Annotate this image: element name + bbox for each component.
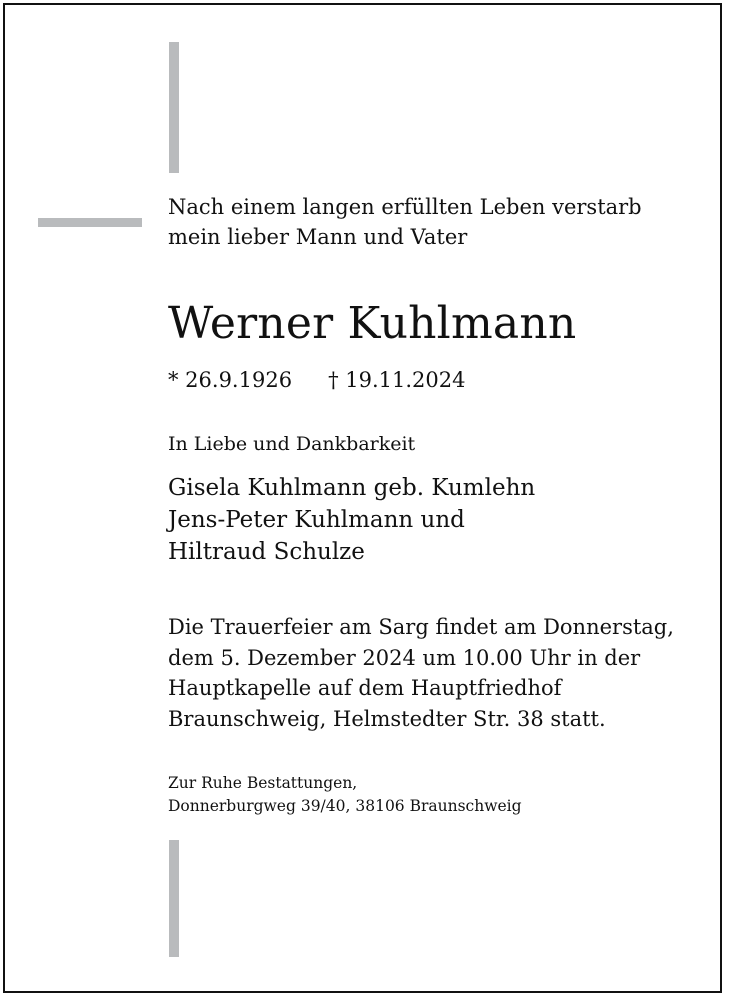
life-dates	[168, 365, 465, 395]
intro-line: Nach einem langen erfüllten Leben verstarb	[168, 195, 642, 219]
deceased-name: Werner Kuhlmann	[168, 298, 577, 349]
mourner-line: Hiltraud Schulze	[168, 539, 365, 565]
cross-left-bar	[38, 218, 142, 227]
mourner-line: Jens-Peter Kuhlmann und	[168, 507, 465, 533]
mourners-intro: In Liebe und Dankbarkeit	[168, 433, 416, 455]
intro-text	[168, 192, 642, 252]
birth-date: * 26.9.1926	[168, 368, 293, 392]
undertaker-line: Donnerburgweg 39/40, 38106 Braunschweig	[168, 797, 522, 815]
ceremony-line: Die Trauerfeier am Sarg findet am Donnerstag,	[168, 615, 674, 639]
death-date: † 19.11.2024	[328, 368, 466, 392]
ceremony-line: Braunschweig, Helmstedter Str. 38 statt.	[168, 706, 606, 731]
cross-top-bar	[169, 42, 179, 173]
ceremony-line: dem 5. Dezember 2024 um 10.00 Uhr in der	[168, 645, 641, 670]
undertaker-info	[168, 772, 522, 818]
ceremony-line: Hauptkapelle auf dem Hauptfriedhof	[168, 676, 562, 700]
mourners-list	[168, 472, 535, 568]
ceremony-info	[168, 612, 674, 734]
mourner-line: Gisela Kuhlmann geb. Kumlehn	[168, 475, 536, 501]
intro-line: mein lieber Mann und Vater	[168, 225, 468, 249]
undertaker-line: Zur Ruhe Bestattungen,	[168, 774, 358, 792]
cross-bottom-bar	[169, 840, 179, 957]
